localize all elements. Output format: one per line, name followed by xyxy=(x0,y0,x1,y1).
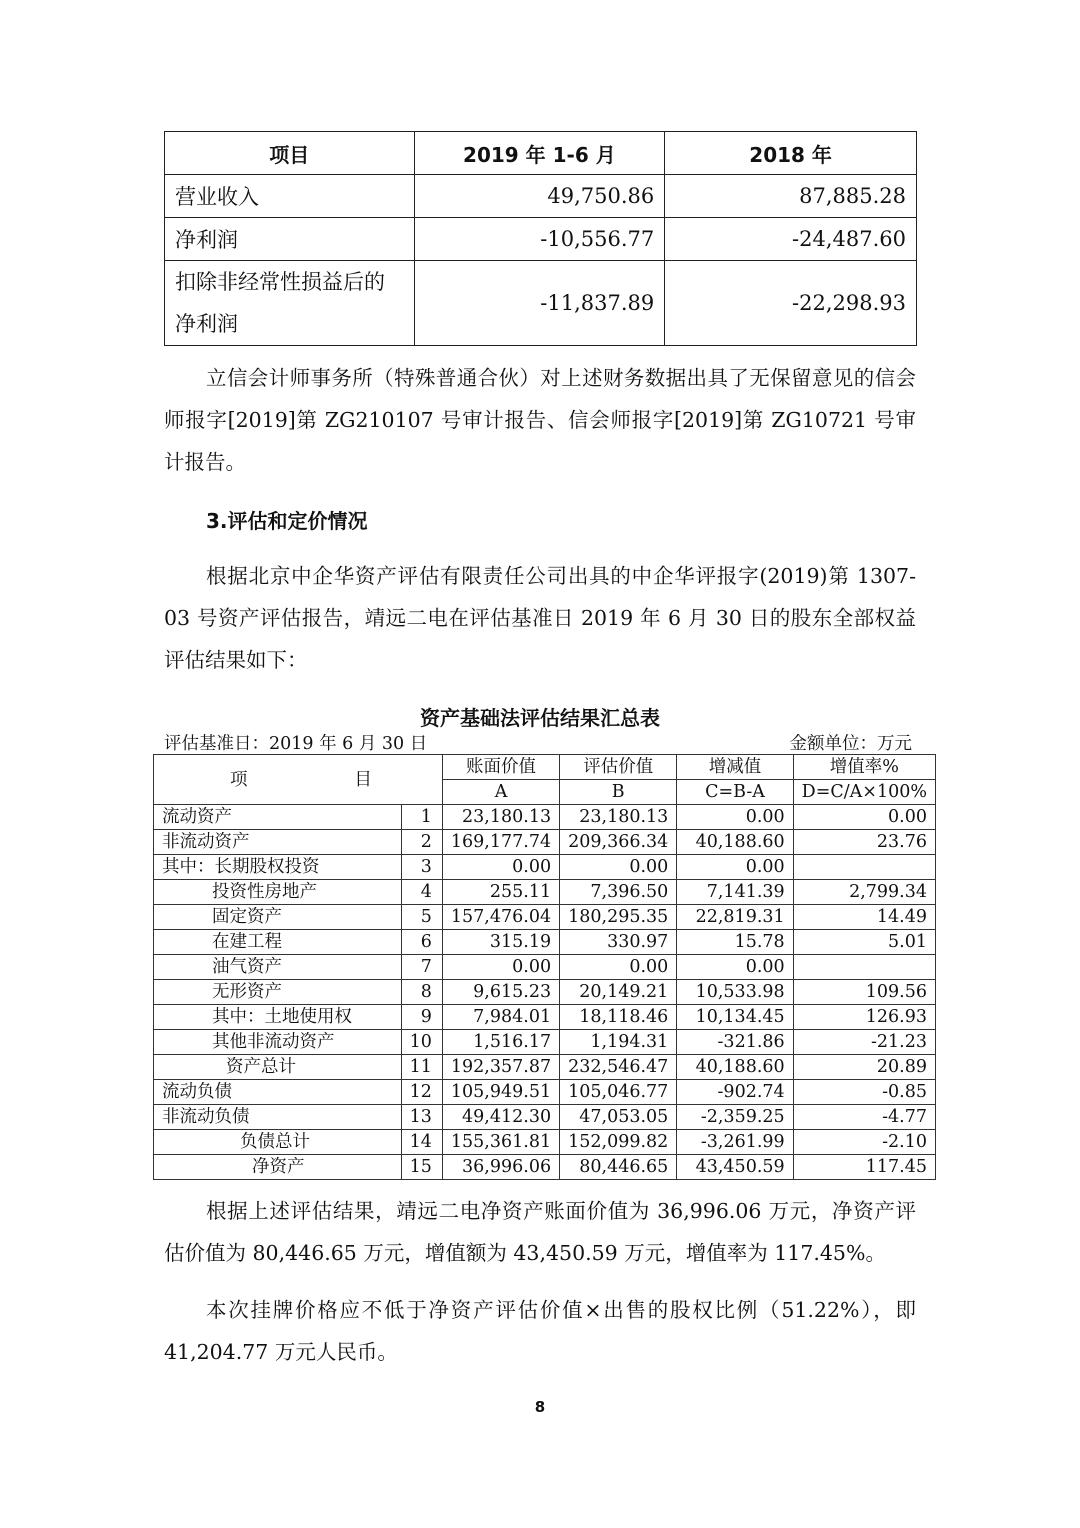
cell-appraised-value: 105,046.77 xyxy=(560,1080,677,1105)
row-label-line2: 净利润 xyxy=(175,312,238,336)
row-label: 非流动资产 xyxy=(154,830,402,855)
table-row xyxy=(165,218,917,261)
row-label: 非流动负债 xyxy=(154,1105,402,1130)
row-label xyxy=(165,261,415,346)
header-change: 增减值 xyxy=(677,755,793,780)
row-number: 10 xyxy=(401,1030,442,1055)
row-number: 3 xyxy=(401,855,442,880)
row-label: 其中：长期股权投资 xyxy=(154,855,402,880)
header-2019: 2019 年 1-6 月 xyxy=(414,132,665,175)
cell-change-rate: -21.23 xyxy=(793,1030,935,1055)
cell-change: 40,188.60 xyxy=(677,830,793,855)
section-heading: 3.评估和定价情况 xyxy=(206,509,368,533)
cell-change: 40,188.60 xyxy=(677,1055,793,1080)
row-number: 4 xyxy=(401,880,442,905)
cell-appraised-value: 18,118.46 xyxy=(560,1005,677,1030)
row-label: 投资性房地产 xyxy=(154,880,402,905)
cell-book-value: 315.19 xyxy=(442,930,559,955)
header-item-left: 项 xyxy=(230,769,248,790)
table-row xyxy=(154,805,936,830)
cell-appraised-value: 180,295.35 xyxy=(560,905,677,930)
formula-c: C=B-A xyxy=(677,780,793,805)
cell-appraised-value: 47,053.05 xyxy=(560,1105,677,1130)
cell-book-value: 192,357.87 xyxy=(442,1055,559,1080)
table-row xyxy=(154,955,936,980)
row-number: 9 xyxy=(401,1005,442,1030)
table-row xyxy=(154,855,936,880)
cell-book-value: 49,412.30 xyxy=(442,1105,559,1130)
cell-book-value: 255.11 xyxy=(442,880,559,905)
row-label: 固定资产 xyxy=(154,905,402,930)
row-label: 流动资产 xyxy=(154,805,402,830)
table-title: 资产基础法评估结果汇总表 xyxy=(420,706,660,730)
cell-appraised-value: 1,194.31 xyxy=(560,1030,677,1055)
cell-2018: -22,298.93 xyxy=(665,261,917,346)
row-number: 2 xyxy=(401,830,442,855)
cell-appraised-value: 23,180.13 xyxy=(560,805,677,830)
cell-change: 15.78 xyxy=(677,930,793,955)
page-number: 8 xyxy=(534,1398,546,1416)
row-number: 5 xyxy=(401,905,442,930)
cell-book-value: 0.00 xyxy=(442,955,559,980)
header-change-rate: 增值率% xyxy=(793,755,935,780)
row-label: 净资产 xyxy=(154,1155,402,1180)
cell-2018: -24,487.60 xyxy=(665,218,917,261)
row-number: 13 xyxy=(401,1105,442,1130)
row-label: 营业收入 xyxy=(165,175,415,218)
header-2018: 2018 年 xyxy=(665,132,917,175)
table-row xyxy=(154,980,936,1005)
cell-book-value: 1,516.17 xyxy=(442,1030,559,1055)
valuation-intro-paragraph: 根据北京中企华资产评估有限责任公司出具的中企华评报字(2019)第 1307-03 号资产评估报告，靖远二电在评估基准日 2019 年 6 月 30 日的股东全部权益评估结果如下： xyxy=(164,564,916,672)
base-date: 评估基准日：2019 年 6 月 30 日 xyxy=(164,734,428,754)
cell-change-rate: 14.49 xyxy=(793,905,935,930)
row-label: 其他非流动资产 xyxy=(154,1030,402,1055)
cell-book-value: 36,996.06 xyxy=(442,1155,559,1180)
table-row xyxy=(154,830,936,855)
cell-change-rate xyxy=(793,955,935,980)
table-row xyxy=(154,905,936,930)
cell-change: 10,134.45 xyxy=(677,1005,793,1030)
cell-2019: -10,556.77 xyxy=(414,218,665,261)
row-label: 净利润 xyxy=(165,218,415,261)
row-label: 资产总计 xyxy=(154,1055,402,1080)
cell-change-rate: 5.01 xyxy=(793,930,935,955)
cell-book-value: 0.00 xyxy=(442,855,559,880)
cell-appraised-value: 0.00 xyxy=(560,855,677,880)
cell-2018: 87,885.28 xyxy=(665,175,917,218)
row-label: 其中：土地使用权 xyxy=(154,1005,402,1030)
amount-unit: 金额单位：万元 xyxy=(789,734,912,754)
cell-change-rate: 126.93 xyxy=(793,1005,935,1030)
row-label: 在建工程 xyxy=(154,930,402,955)
table-row xyxy=(154,1055,936,1080)
cell-book-value: 157,476.04 xyxy=(442,905,559,930)
cell-change: 0.00 xyxy=(677,855,793,880)
cell-change: -902.74 xyxy=(677,1080,793,1105)
table-row xyxy=(165,175,917,218)
row-number: 8 xyxy=(401,980,442,1005)
cell-change-rate: -0.85 xyxy=(793,1080,935,1105)
cell-change: 7,141.39 xyxy=(677,880,793,905)
cell-change-rate: 0.00 xyxy=(793,805,935,830)
cell-book-value: 7,984.01 xyxy=(442,1005,559,1030)
listing-price-paragraph: 本次挂牌价格应不低于净资产评估价值×出售的股权比例（51.22%），即 41,204.77 万元人民币。 xyxy=(164,1298,916,1364)
valuation-summary-table xyxy=(153,754,936,1180)
cell-change-rate: -4.77 xyxy=(793,1105,935,1130)
cell-book-value: 105,949.51 xyxy=(442,1080,559,1105)
cell-appraised-value: 20,149.21 xyxy=(560,980,677,1005)
table-row xyxy=(154,1030,936,1055)
cell-change: -321.86 xyxy=(677,1030,793,1055)
formula-d: D=C/A×100% xyxy=(793,780,935,805)
cell-appraised-value: 7,396.50 xyxy=(560,880,677,905)
table-row xyxy=(154,1080,936,1105)
cell-appraised-value: 209,366.34 xyxy=(560,830,677,855)
table-header-row xyxy=(154,755,936,780)
row-number: 15 xyxy=(401,1155,442,1180)
cell-book-value: 9,615.23 xyxy=(442,980,559,1005)
table-row xyxy=(154,930,936,955)
row-number: 6 xyxy=(401,930,442,955)
cell-appraised-value: 152,099.82 xyxy=(560,1130,677,1155)
cell-change: 22,819.31 xyxy=(677,905,793,930)
header-item xyxy=(154,755,443,805)
cell-change: 0.00 xyxy=(677,805,793,830)
cell-change-rate: 20.89 xyxy=(793,1055,935,1080)
financial-summary-table xyxy=(164,131,917,346)
row-number: 11 xyxy=(401,1055,442,1080)
cell-change-rate: 109.56 xyxy=(793,980,935,1005)
table-row xyxy=(154,1105,936,1130)
row-label: 流动负债 xyxy=(154,1080,402,1105)
cell-appraised-value: 232,546.47 xyxy=(560,1055,677,1080)
cell-change: 43,450.59 xyxy=(677,1155,793,1180)
row-label: 无形资产 xyxy=(154,980,402,1005)
header-item: 项目 xyxy=(165,132,415,175)
table-row xyxy=(165,261,917,346)
row-number: 7 xyxy=(401,955,442,980)
table-row xyxy=(154,1130,936,1155)
cell-change: -2,359.25 xyxy=(677,1105,793,1130)
cell-appraised-value: 0.00 xyxy=(560,955,677,980)
row-label: 负债总计 xyxy=(154,1130,402,1155)
formula-a: A xyxy=(442,780,559,805)
row-label: 油气资产 xyxy=(154,955,402,980)
cell-change-rate: 2,799.34 xyxy=(793,880,935,905)
cell-change-rate: -2.10 xyxy=(793,1130,935,1155)
cell-change-rate xyxy=(793,855,935,880)
cell-book-value: 155,361.81 xyxy=(442,1130,559,1155)
table-row xyxy=(154,1005,936,1030)
table-row xyxy=(154,880,936,905)
cell-appraised-value: 330.97 xyxy=(560,930,677,955)
header-appraised-value: 评估价值 xyxy=(560,755,677,780)
cell-change: -3,261.99 xyxy=(677,1130,793,1155)
header-item-right: 目 xyxy=(354,769,372,790)
cell-appraised-value: 80,446.65 xyxy=(560,1155,677,1180)
row-number: 14 xyxy=(401,1130,442,1155)
formula-b: B xyxy=(560,780,677,805)
table-header-row xyxy=(165,132,917,175)
cell-2019: -11,837.89 xyxy=(414,261,665,346)
cell-change-rate: 23.76 xyxy=(793,830,935,855)
cell-book-value: 23,180.13 xyxy=(442,805,559,830)
cell-2019: 49,750.86 xyxy=(414,175,665,218)
cell-change: 10,533.98 xyxy=(677,980,793,1005)
header-book-value: 账面价值 xyxy=(442,755,559,780)
valuation-result-paragraph: 根据上述评估结果，靖远二电净资产账面价值为 36,996.06 万元，净资产评估价值为 80,446.65 万元，增值额为 43,450.59 万元，增值率为 117.45%。 xyxy=(164,1199,916,1265)
cell-change-rate: 117.45 xyxy=(793,1155,935,1180)
cell-change: 0.00 xyxy=(677,955,793,980)
table-row xyxy=(154,1155,936,1180)
row-label-line1: 扣除非经常性损益后的 xyxy=(175,270,385,294)
audit-paragraph: 立信会计师事务所（特殊普通合伙）对上述财务数据出具了无保留意见的信会师报字[2019]第 ZG210107 号审计报告、信会师报字[2019]第 ZG10721 号审计报告。 xyxy=(164,366,916,474)
row-number: 1 xyxy=(401,805,442,830)
row-number: 12 xyxy=(401,1080,442,1105)
cell-book-value: 169,177.74 xyxy=(442,830,559,855)
